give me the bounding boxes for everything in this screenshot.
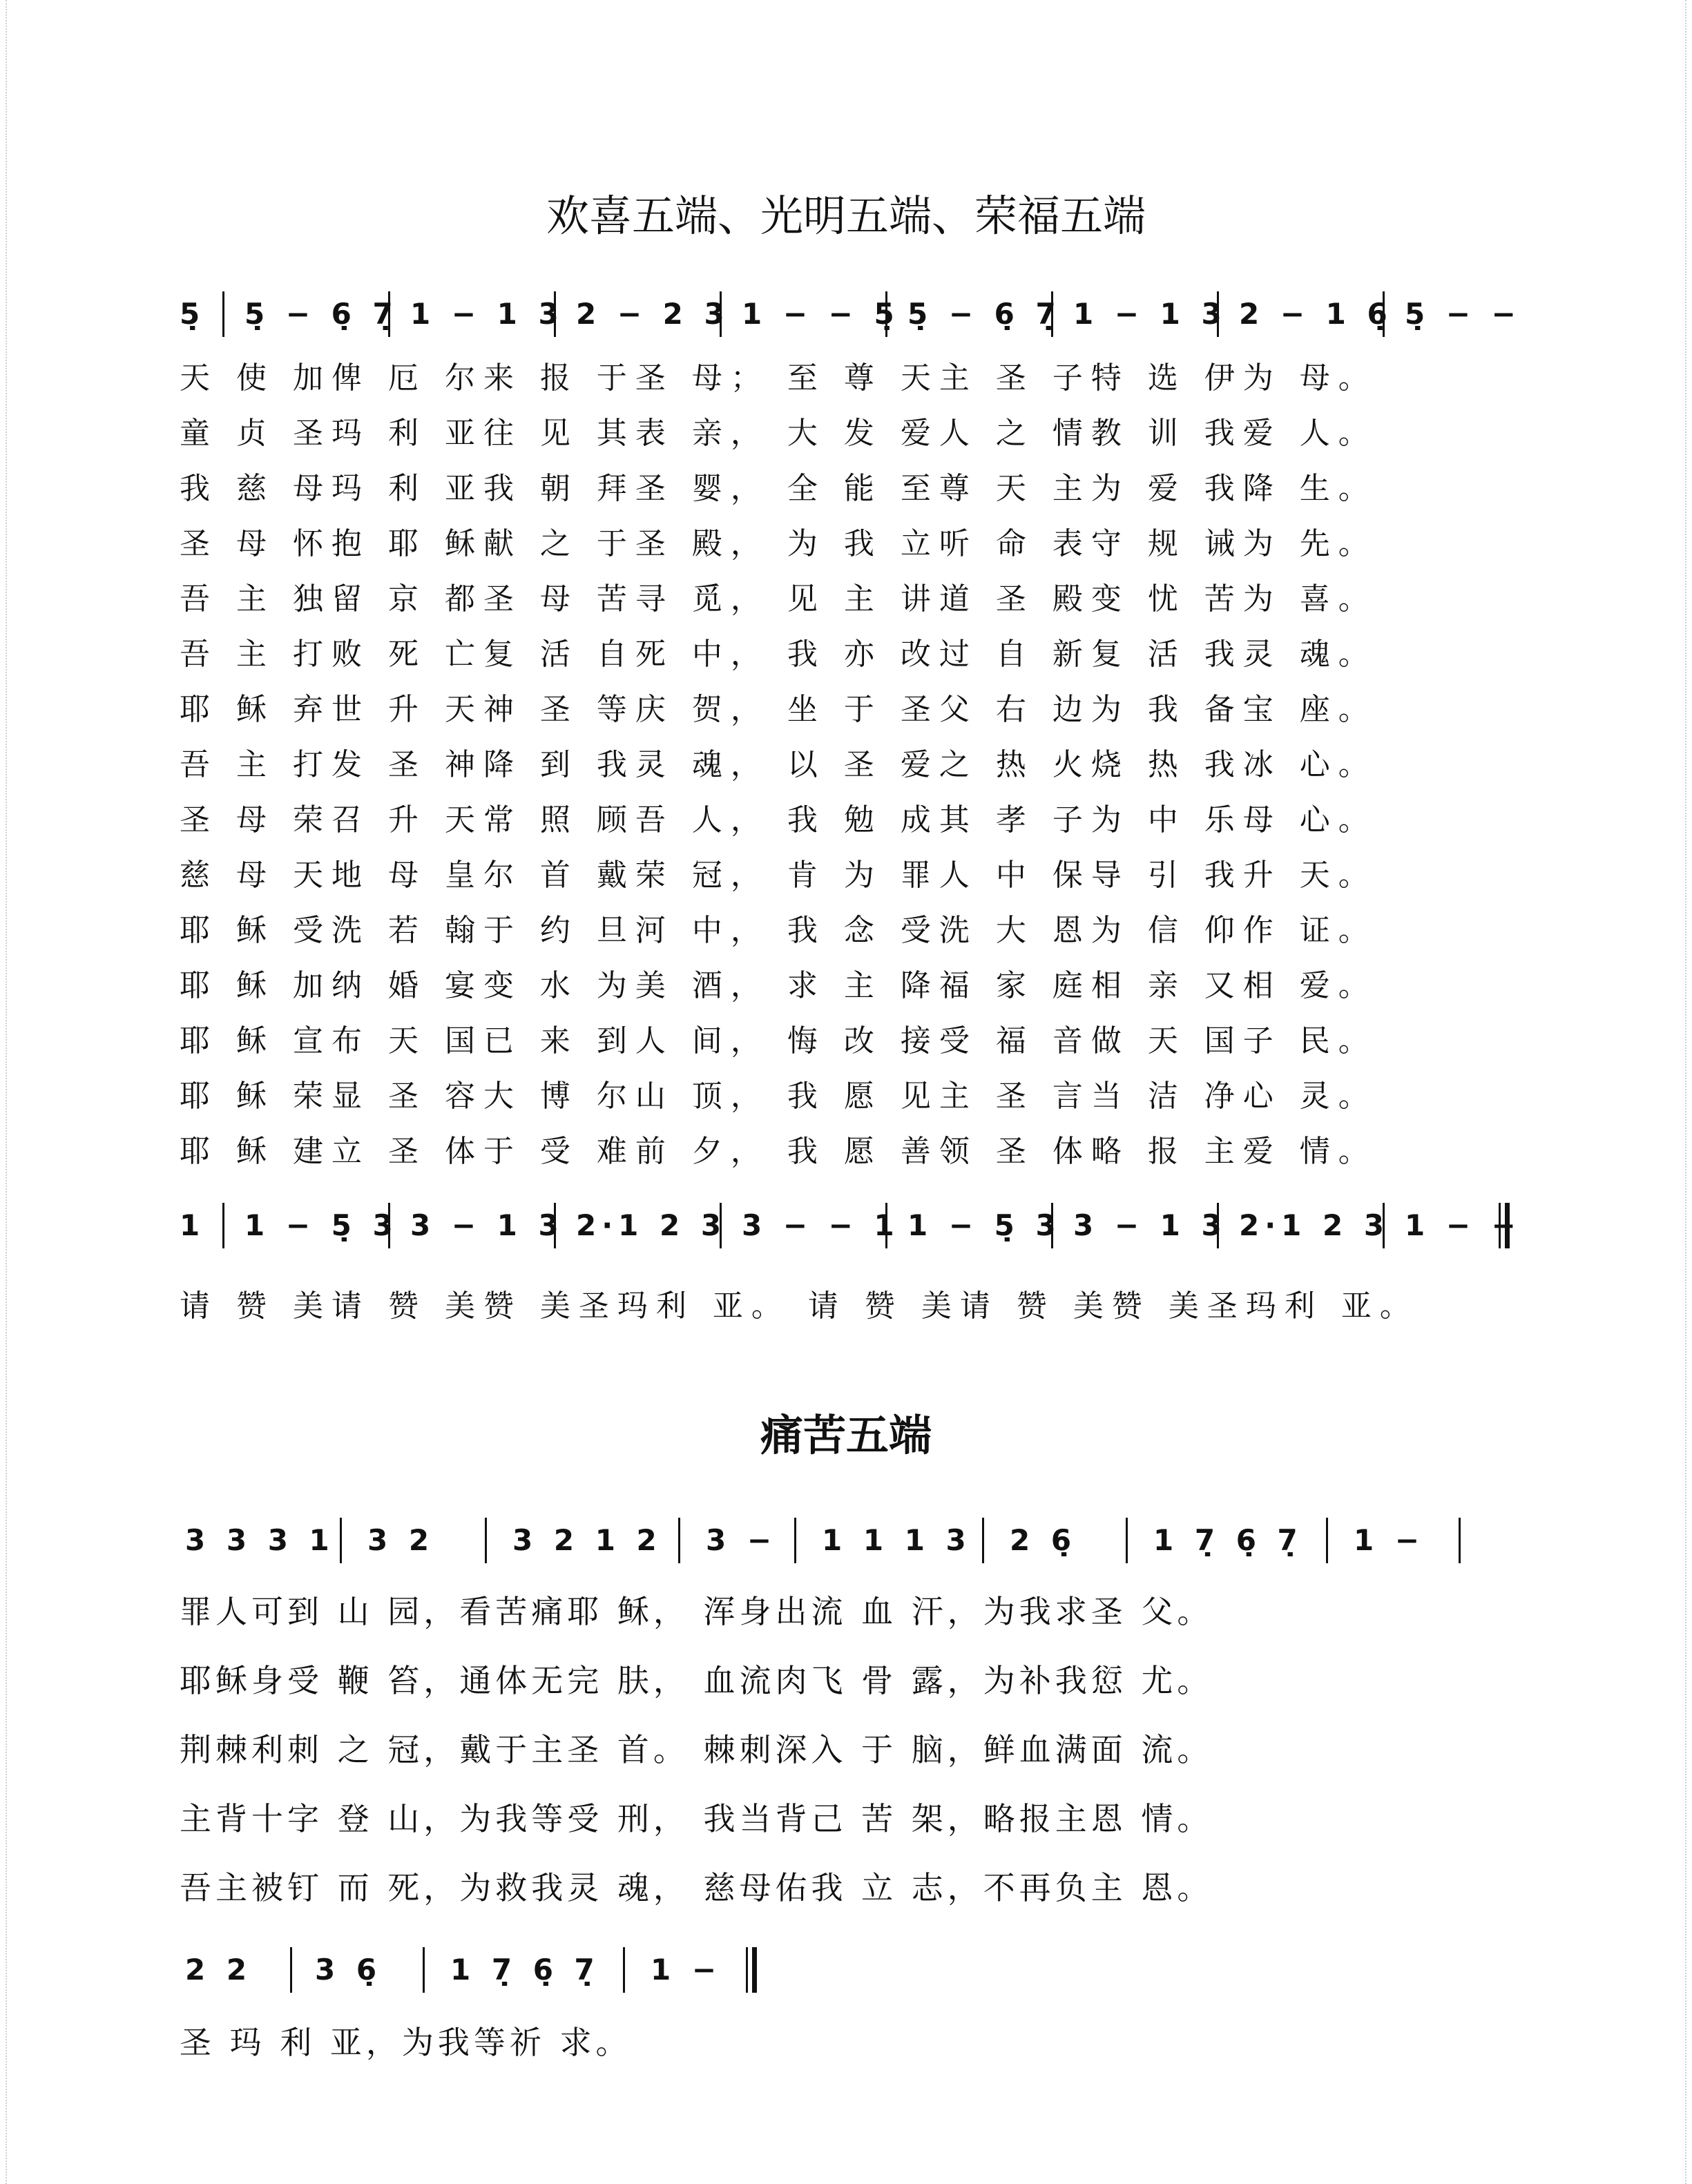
bar-line bbox=[1217, 1203, 1219, 1248]
bar-line bbox=[485, 1518, 487, 1563]
bar-line bbox=[290, 1947, 292, 1993]
bar-line bbox=[885, 1203, 887, 1248]
verse-line: 慈 母 天地 母 皇尔 首 戴荣 冠， 肯 为 罪人 中 保导 引 我升 天。 bbox=[180, 858, 1377, 893]
bar-line bbox=[388, 291, 390, 337]
bar-line bbox=[423, 1947, 425, 1993]
measure: 5̣ − 6̣ 7̣ bbox=[244, 297, 398, 331]
bar-line bbox=[340, 1518, 342, 1563]
verse-line: 我 慈 母玛 利 亚我 朝 拜圣 婴， 全 能 至尊 天 主为 爱 我降 生。 bbox=[180, 471, 1377, 506]
bar-line bbox=[678, 1518, 680, 1563]
page-edge-right bbox=[1685, 0, 1692, 2184]
measure: 5̣ bbox=[180, 297, 206, 331]
measure: 1 − 1 3 bbox=[410, 297, 564, 331]
bar-line bbox=[1383, 291, 1385, 337]
measure: 1 − bbox=[1354, 1523, 1425, 1557]
measure: 2·1 2 3 bbox=[576, 1208, 727, 1242]
measure: 3 6̣ bbox=[315, 1953, 383, 1987]
measure: 5̣ − − bbox=[1405, 297, 1521, 331]
measure: 1 7̣ 6̣ 7̣ bbox=[1153, 1523, 1303, 1557]
bar-line bbox=[222, 291, 224, 337]
measure: 2 2 bbox=[185, 1953, 253, 1987]
verse-line: 耶 稣 受洗 若 翰于 约 旦河 中， 我 念 受洗 大 恩为 信 仰作 证。 bbox=[180, 913, 1377, 948]
measure: 5̣ − 6̣ 7̣ bbox=[907, 297, 1061, 331]
verse-line: 荆棘利刺 之 冠，戴于主圣 首。 棘刺深入 于 脑，鲜血满面 流。 bbox=[180, 1731, 1213, 1768]
page-edge-left bbox=[0, 0, 7, 2184]
measure: 3 − bbox=[706, 1523, 778, 1557]
measure: 3 2 bbox=[367, 1523, 435, 1557]
measure: 1 bbox=[180, 1208, 206, 1242]
measure: 2 − 2 3 bbox=[576, 297, 730, 331]
verse-line: 耶 稣 弃世 升 天神 圣 等庆 贺， 坐 于 圣父 右 边为 我 备宝 座。 bbox=[180, 692, 1377, 727]
verse-line: 罪人可到 山 园，看苦痛耶 稣， 浑身出流 血 汗，为我求圣 父。 bbox=[180, 1593, 1213, 1630]
bar-line bbox=[1326, 1518, 1328, 1563]
measure: 2 − 1 6̣ bbox=[1239, 297, 1393, 331]
measure: 3 3 3 1 bbox=[185, 1523, 335, 1557]
measure: 1 1 1 3 bbox=[822, 1523, 972, 1557]
measure: 3 − 1 3 bbox=[410, 1208, 564, 1242]
verse-line: 耶 稣 宣布 天 国已 来 到人 间， 悔 改 接受 福 音做 天 国子 民。 bbox=[180, 1023, 1377, 1059]
measure: 3 − − 1 bbox=[742, 1208, 900, 1242]
verse-line: 耶 稣 建立 圣 体于 受 难前 夕， 我 愿 善领 圣 体略 报 主爱 情。 bbox=[180, 1134, 1377, 1169]
measure: 1 7̣ 6̣ 7̣ bbox=[450, 1953, 600, 1987]
verse-line: 圣 母 荣召 升 天常 照 顾吾 人， 我 勉 成其 孝 子为 中 乐母 心。 bbox=[180, 802, 1377, 838]
bar-line bbox=[1383, 1203, 1385, 1248]
measure: 1 − 5̣ 3 bbox=[907, 1208, 1061, 1242]
verse-line: 耶 稣 加纳 婚 宴变 水 为美 酒， 求 主 降福 家 庭相 亲 又相 爱。 bbox=[180, 968, 1377, 1003]
measure: 1 − − 5̣ bbox=[742, 297, 900, 331]
bar-line bbox=[1459, 1518, 1461, 1563]
final-bar-line bbox=[746, 1947, 757, 1993]
verse-line: 耶 稣 荣显 圣 容大 博 尔山 顶， 我 愿 见主 圣 言当 洁 净心 灵。 bbox=[180, 1079, 1377, 1114]
bar-line bbox=[885, 291, 887, 337]
verse-line: 圣 母 怀抱 耶 稣献 之 于圣 殿， 为 我 立听 命 表守 规 诫为 先。 bbox=[180, 526, 1377, 561]
bar-line bbox=[720, 1203, 722, 1248]
bar-line bbox=[1126, 1518, 1128, 1563]
bar-line bbox=[388, 1203, 390, 1248]
bar-line bbox=[554, 291, 556, 337]
verse-line: 童 贞 圣玛 利 亚往 见 其表 亲， 大 发 爱人 之 情教 训 我爱 人。 bbox=[180, 416, 1377, 451]
measure: 3 2 1 2 bbox=[512, 1523, 662, 1557]
bar-line bbox=[982, 1518, 984, 1563]
measure: 2·1 2 3 bbox=[1239, 1208, 1390, 1242]
bar-line bbox=[623, 1947, 625, 1993]
measure: 1 − 1 3 bbox=[1073, 297, 1227, 331]
verse-line: 吾 主 独留 京 都圣 母 苦寻 觅， 见 主 讲道 圣 殿变 忧 苦为 喜。 bbox=[180, 581, 1377, 617]
hymn-title-sorrowful: 痛苦五端 bbox=[760, 1410, 932, 1460]
bar-line bbox=[554, 1203, 556, 1248]
bar-line bbox=[1051, 1203, 1053, 1248]
measure: 1 − bbox=[651, 1953, 722, 1987]
bar-line bbox=[794, 1518, 796, 1563]
verse-line: 天 使 加俾 厄 尔来 报 于圣 母； 至 尊 天主 圣 子特 选 伊为 母。 bbox=[180, 360, 1377, 396]
hymn-title-joyful-luminous-glorious: 欢喜五端、光明五端、荣福五端 bbox=[546, 191, 1146, 241]
bar-line bbox=[1217, 291, 1219, 337]
verse-line: 吾主被钉 而 死，为救我灵 魂， 慈母佑我 立 志，不再负主 恩。 bbox=[180, 1869, 1213, 1906]
refrain-lyric: 请 赞 美请 赞 美赞 美圣玛利 亚。 请 赞 美请 赞 美赞 美圣玛利 亚。 bbox=[180, 1288, 1419, 1324]
verse-line: 吾 主 打发 圣 神降 到 我灵 魂， 以 圣 爱之 热 火烧 热 我冰 心。 bbox=[180, 747, 1377, 782]
final-bar-line bbox=[1499, 1203, 1510, 1248]
bar-line bbox=[222, 1203, 224, 1248]
measure: 1 − − bbox=[1405, 1208, 1521, 1242]
ending-lyric: 圣 玛 利 亚，为我等祈 求。 bbox=[180, 2024, 632, 2061]
verse-line: 主背十字 登 山，为我等受 刑， 我当背己 苦 架，略报主恩 情。 bbox=[180, 1800, 1213, 1837]
measure: 3 − 1 3 bbox=[1073, 1208, 1227, 1242]
measure: 2 6̣ bbox=[1010, 1523, 1077, 1557]
bar-line bbox=[1051, 291, 1053, 337]
verse-line: 耶稣身受 鞭 笞，通体无完 肤， 血流肉飞 骨 露，为补我愆 尤。 bbox=[180, 1662, 1213, 1699]
bar-line bbox=[720, 291, 722, 337]
verse-line: 吾 主 打败 死 亡复 活 自死 中， 我 亦 改过 自 新复 活 我灵 魂。 bbox=[180, 637, 1377, 672]
measure: 1 − 5̣ 3 bbox=[244, 1208, 398, 1242]
